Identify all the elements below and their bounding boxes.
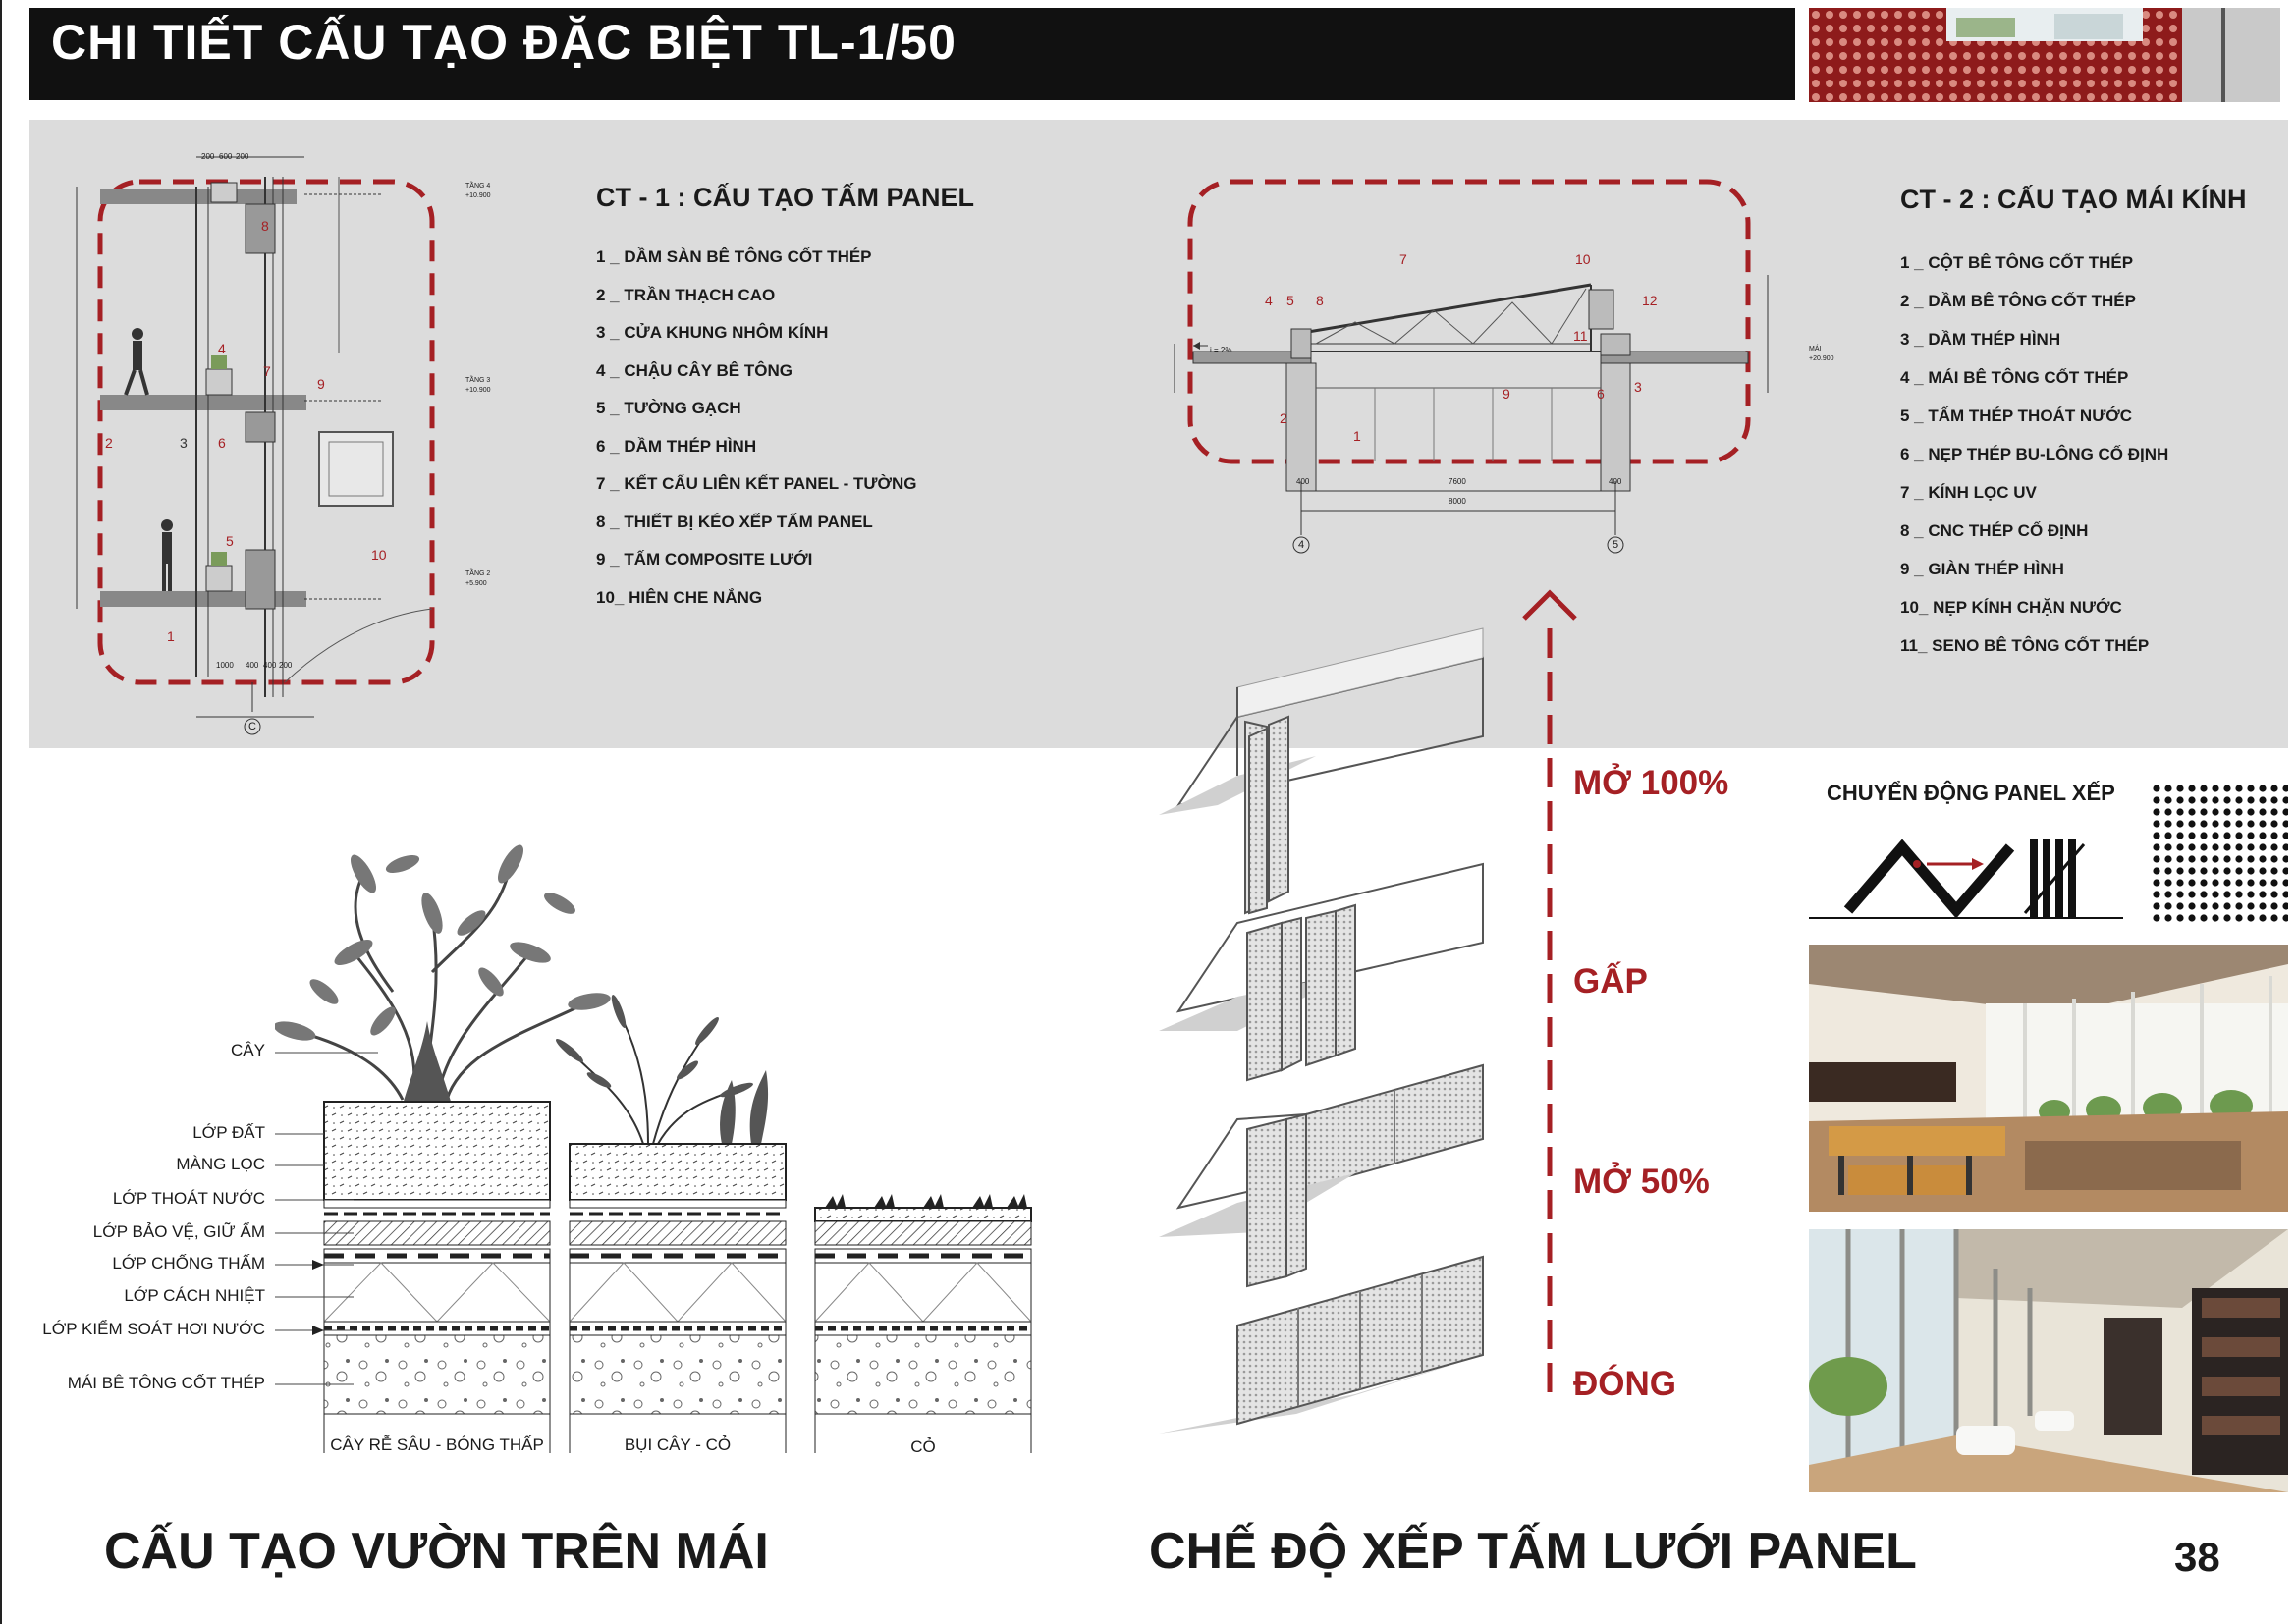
callout: 9	[317, 376, 325, 392]
list-item: 1 _ CỘT BÊ TÔNG CỐT THÉP	[1900, 253, 2134, 272]
level-label: TẦNG 3	[465, 377, 491, 384]
callout: 4	[1265, 293, 1273, 308]
column-label: CỎ	[910, 1437, 936, 1456]
list-item: 6 _ NẸP THÉP BU-LÔNG CỐ ĐỊNH	[1900, 445, 2169, 463]
list-item: 3 _ DẦM THÉP HÌNH	[1900, 330, 2061, 349]
dimension: 400	[1296, 477, 1310, 486]
panel-modes-drawing	[1159, 589, 1728, 1458]
mesh-texture-swatch	[2151, 783, 2288, 926]
axis-label: C	[248, 721, 256, 732]
ct2-heading: CT - 2 : CẤU TẠO MÁI KÍNH	[1900, 185, 2247, 214]
tree-label: CÂY	[231, 1041, 265, 1059]
callout: 5	[226, 533, 234, 549]
layer-label: MÁI BÊ TÔNG CỐT THÉP	[67, 1374, 265, 1392]
list-item: 2 _ TRẦN THẠCH CAO	[596, 285, 776, 304]
callout: 3	[180, 435, 188, 451]
dimension: 400	[1609, 477, 1622, 486]
callout: 5	[1286, 293, 1294, 308]
motion-diagram	[1809, 820, 2133, 933]
facade-photo	[1809, 8, 2280, 102]
list-item: 1 _ DẦM SÀN BÊ TÔNG CỐT THÉP	[596, 247, 872, 266]
list-item: 4 _ MÁI BÊ TÔNG CỐT THÉP	[1900, 368, 2129, 387]
level-value: +10.900	[465, 192, 491, 199]
mode-label: ĐÓNG	[1573, 1365, 1676, 1403]
dimension: 200	[201, 152, 215, 161]
dimension: 200	[236, 152, 249, 161]
callout: 1	[167, 628, 175, 644]
dimension: 7600	[1449, 477, 1466, 486]
layer-label: LỚP THOÁT NƯỚC	[112, 1189, 265, 1208]
mode-label: MỞ 100%	[1573, 764, 1729, 802]
callout: 10	[1575, 251, 1591, 267]
page-edge	[0, 0, 2, 1624]
dimension: 200	[279, 661, 293, 670]
dimension: 8000	[1449, 497, 1466, 506]
column-label: CÂY RỄ SÂU - BÓNG THẤP	[330, 1435, 544, 1454]
callout: 8	[261, 218, 269, 234]
list-item: 9 _ TẤM COMPOSITE LƯỚI	[596, 550, 813, 568]
callout: 10	[371, 547, 387, 563]
callout: 4	[218, 341, 226, 356]
glass-roof-drawing	[1139, 167, 1846, 565]
layer-label: LỚP CHỐNG THẤM	[112, 1254, 265, 1272]
list-item: 8 _ THIẾT BỊ KÉO XẾP TẤM PANEL	[596, 512, 873, 531]
layer-label: LỚP BẢO VỆ, GIỮ ẨM	[92, 1222, 265, 1241]
level-label: TẦNG 2	[465, 570, 491, 577]
list-item: 7 _ KẾT CẤU LIÊN KẾT PANEL - TƯỜNG	[596, 474, 917, 493]
callout: 8	[1316, 293, 1324, 308]
panel-section-drawing	[59, 147, 511, 741]
callout: 12	[1642, 293, 1658, 308]
axis-label: 4	[1298, 539, 1305, 551]
ct1-list	[596, 247, 916, 625]
roof-garden-drawing	[275, 805, 1061, 1478]
callout: 6	[218, 435, 226, 451]
list-item: 5 _ TẤM THÉP THOÁT NƯỚC	[1900, 406, 2133, 425]
dimension: 400	[263, 661, 277, 670]
page-number: 38	[2174, 1534, 2220, 1580]
callout: 11	[1573, 328, 1588, 344]
level-label: MÁI	[1809, 346, 1822, 352]
slope-label: i = 2%	[1210, 346, 1232, 354]
layer-label: LỚP KIỂM SOÁT HƠI NƯỚC	[42, 1320, 265, 1338]
list-item: 11_ SENO BÊ TÔNG CỐT THÉP	[1900, 636, 2150, 655]
ct1-heading: CT - 1 : CẤU TẠO TẤM PANEL	[596, 183, 974, 212]
callout: 3	[1634, 379, 1642, 395]
callout: 7	[263, 363, 271, 379]
layer-label: LỚP CÁCH NHIỆT	[124, 1286, 265, 1305]
callout: 2	[105, 435, 113, 451]
interior-render-photo	[1809, 945, 2288, 1212]
level-value: +10.900	[465, 387, 491, 394]
list-item: 5 _ TƯỜNG GẠCH	[596, 399, 741, 417]
level-label: TẦNG 4	[465, 183, 491, 189]
panel-modes-title: CHẾ ĐỘ XẾP TẤM LƯỚI PANEL	[1149, 1523, 1917, 1580]
callout: 2	[1280, 410, 1287, 426]
list-item: 6 _ DẦM THÉP HÌNH	[596, 436, 757, 456]
dimension: 1000	[216, 661, 234, 670]
level-value: +5.900	[465, 580, 487, 587]
list-item: 10_ HIÊN CHE NẮNG	[596, 587, 763, 607]
motion-title: CHUYỂN ĐỘNG PANEL XẾP	[1827, 781, 2115, 805]
mode-label: GẤP	[1573, 962, 1648, 1001]
dimension: 600	[219, 152, 233, 161]
callout: 6	[1597, 386, 1605, 402]
column-label: BỤI CÂY - CỎ	[624, 1435, 732, 1454]
list-item: 7 _ KÍNH LỌC UV	[1900, 483, 2037, 502]
callout: 7	[1399, 251, 1407, 267]
page-title: CHI TIẾT CẤU TẠO ĐẶC BIỆT TL-1/50	[51, 15, 957, 70]
list-item: 3 _ CỬA KHUNG NHÔM KÍNH	[596, 323, 829, 342]
list-item: 9 _ GIÀN THÉP HÌNH	[1900, 560, 2064, 578]
list-item: 4 _ CHẬU CÂY BÊ TÔNG	[596, 360, 793, 380]
list-item: 2 _ DẦM BÊ TÔNG CỐT THÉP	[1900, 292, 2136, 310]
axis-label: 5	[1613, 539, 1619, 551]
layer-label: LỚP ĐẤT	[192, 1123, 265, 1142]
ct2-list	[1900, 253, 2168, 675]
callout: 9	[1503, 386, 1510, 402]
roof-garden-title: CẤU TẠO VƯỜN TRÊN MÁI	[104, 1523, 769, 1580]
mode-label: MỞ 50%	[1573, 1163, 1710, 1201]
corridor-render-photo	[1809, 1229, 2288, 1492]
list-item: 10_ NẸP KÍNH CHẶN NƯỚC	[1900, 598, 2122, 617]
level-value: +20.900	[1809, 355, 1834, 362]
callout: 1	[1353, 428, 1361, 444]
layer-label: MÀNG LỌC	[176, 1155, 265, 1173]
dimension: 400	[246, 661, 259, 670]
list-item: 8 _ CNC THÉP CỐ ĐỊNH	[1900, 521, 2089, 540]
